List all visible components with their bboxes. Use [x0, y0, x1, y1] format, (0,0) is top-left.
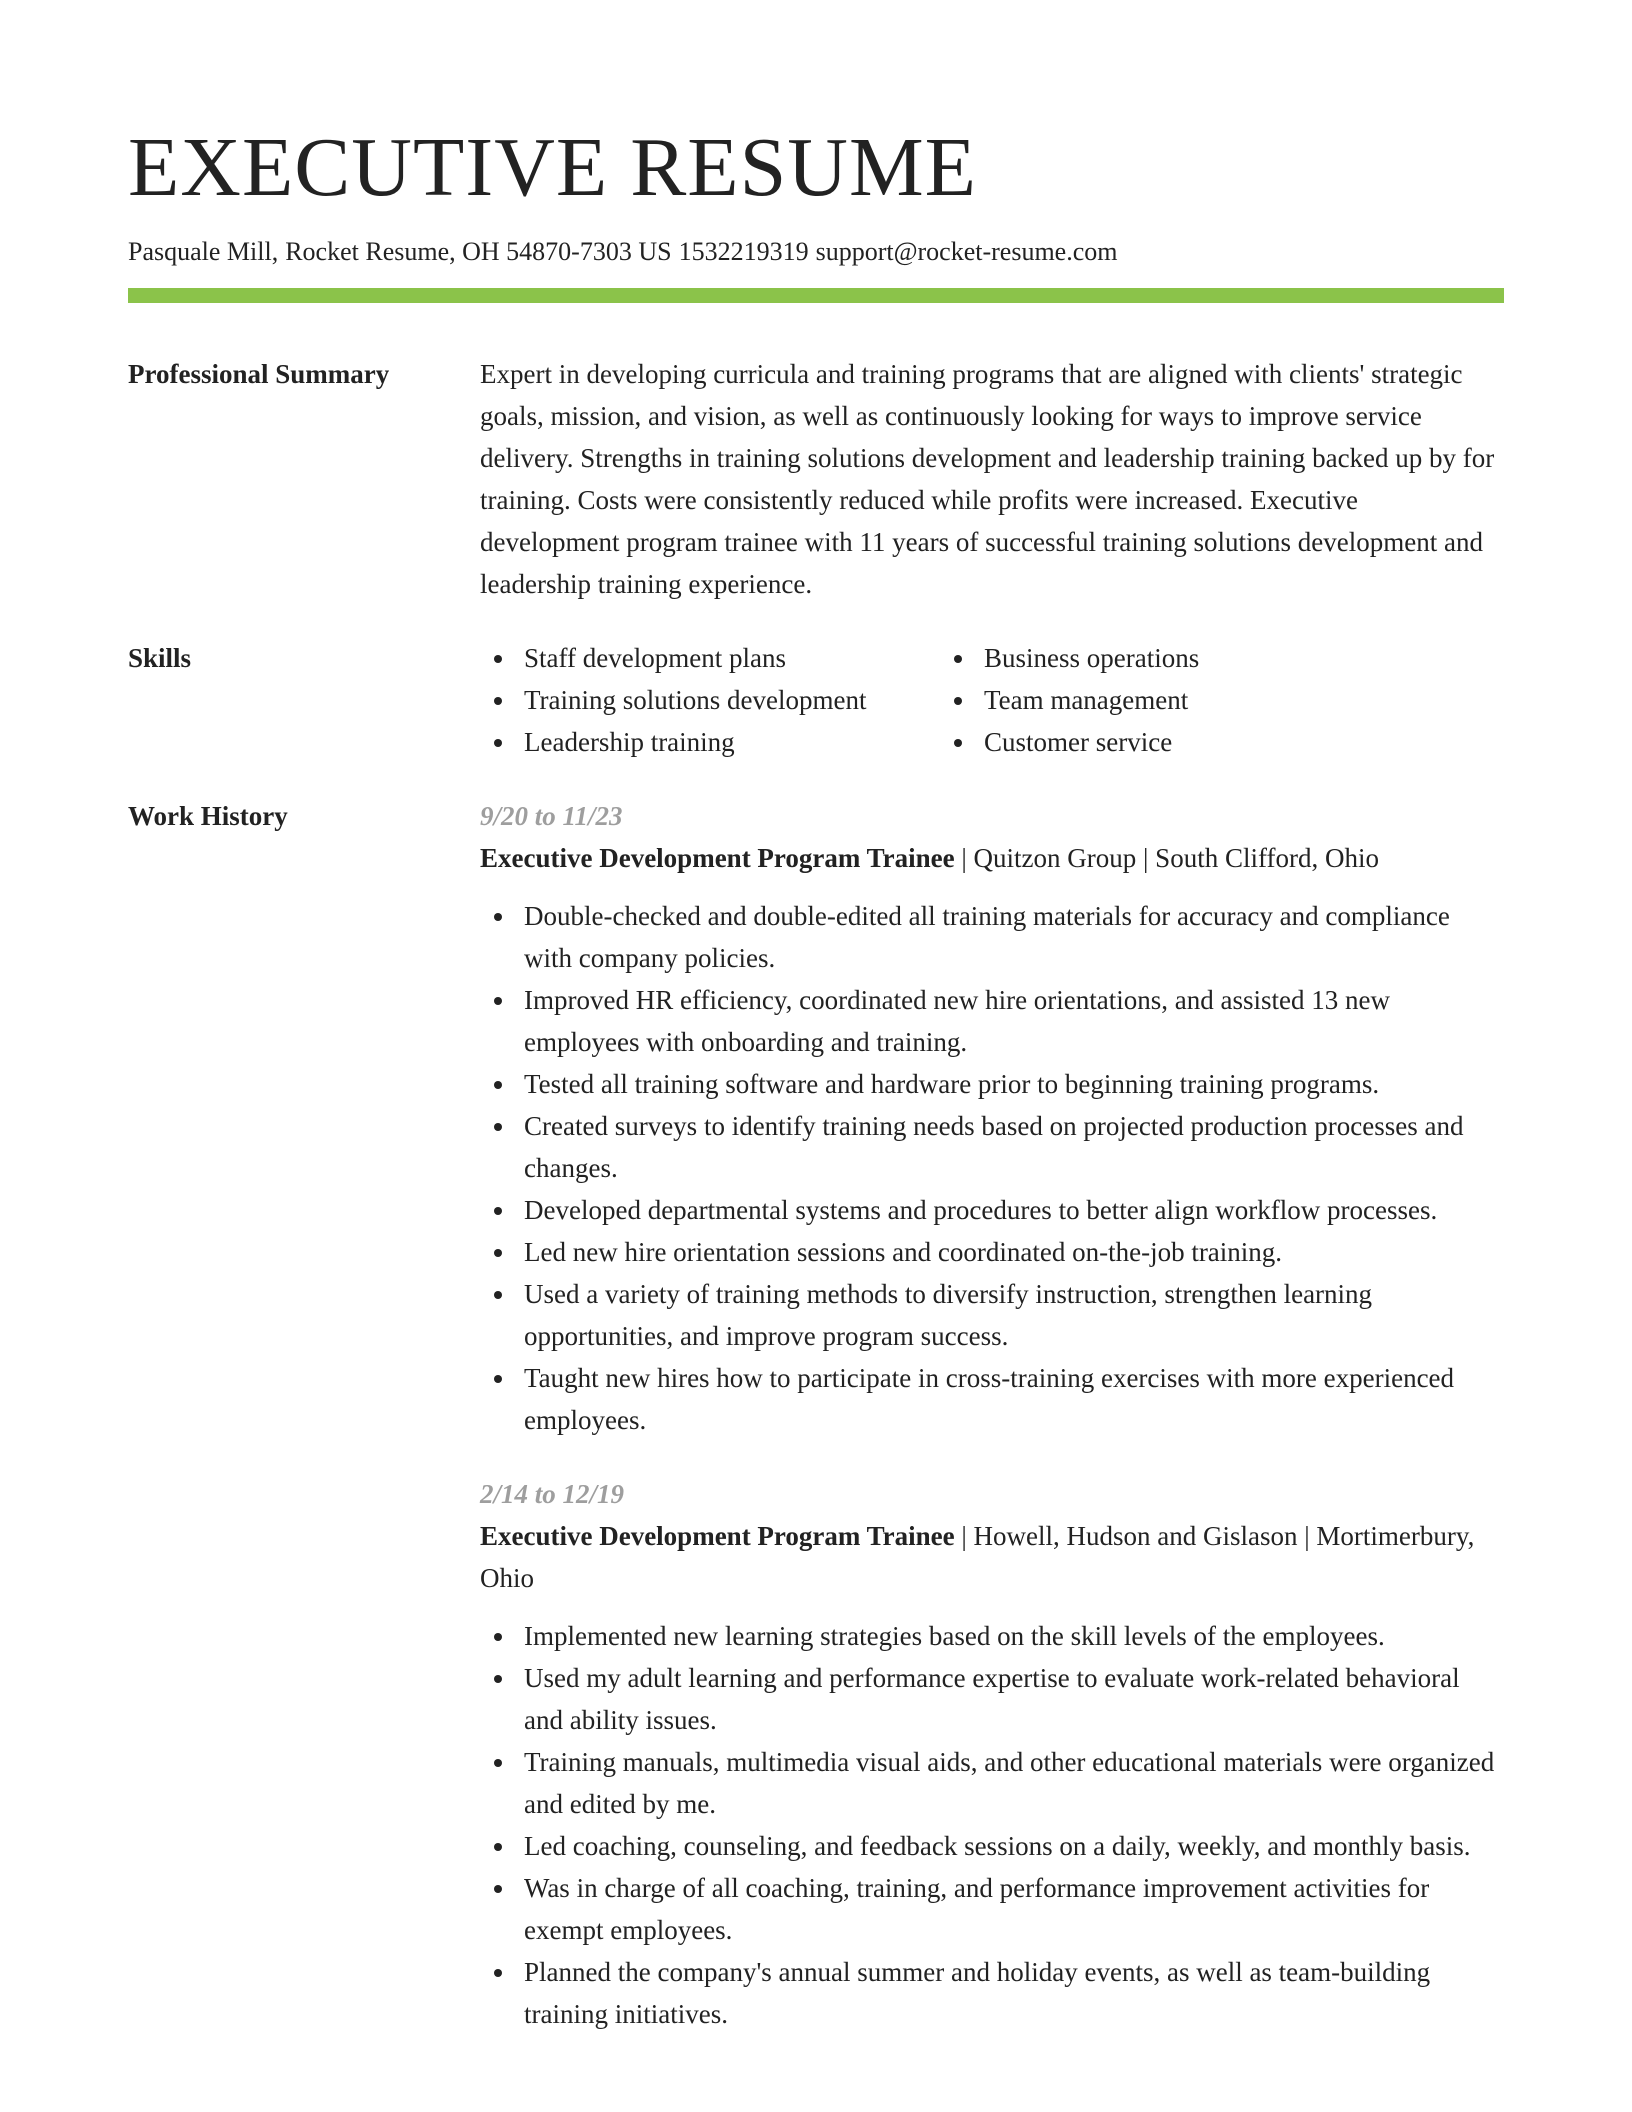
job-bullet: Developed departmental systems and procedures to better align workflow processes.	[524, 1189, 1504, 1231]
job-title: Executive Development Program Trainee	[480, 1521, 955, 1551]
job-bullet: Led coaching, counseling, and feedback sessions on a daily, weekly, and monthly basis.	[524, 1825, 1504, 1867]
contact-email: support@rocket-resume.com	[815, 237, 1118, 266]
skill-item: Staff development plans	[524, 637, 940, 679]
resume-title: EXECUTIVE RESUME	[128, 121, 977, 214]
summary-heading: Professional Summary	[128, 359, 390, 389]
work-history-section	[128, 795, 1504, 2035]
job-bullet: Training manuals, multimedia visual aids, and other educational materials were organized and edited by me.	[524, 1741, 1504, 1825]
job-heading	[480, 1515, 1504, 1599]
job-dates: 9/20 to 11/23	[480, 801, 623, 831]
skills-list-left	[480, 637, 940, 763]
job-details: | Howell, Hudson and Gislason | Mortimerbury, Ohio	[480, 1521, 1475, 1593]
job-bullet: Used a variety of training methods to diversify instruction, strengthen learning opportunities, and improve program success.	[524, 1273, 1504, 1357]
job-bullets	[480, 895, 1504, 1441]
job-bullet: Planned the company's annual summer and holiday events, as well as team-building training initiatives.	[524, 1951, 1504, 2035]
job-bullet: Used my adult learning and performance expertise to evaluate work-related behavioral and ability issues.	[524, 1657, 1504, 1741]
job-heading	[480, 837, 1504, 879]
skill-item: Business operations	[984, 637, 1199, 679]
job-bullet: Was in charge of all coaching, training, and performance improvement activities for exempt employees.	[524, 1867, 1504, 1951]
contact-name: Pasquale Mill,	[128, 237, 279, 266]
resume-page	[128, 120, 1504, 2035]
skills-heading: Skills	[128, 643, 192, 673]
job-bullet: Tested all training software and hardware prior to beginning training programs.	[524, 1063, 1504, 1105]
skills-list-right	[940, 637, 1199, 763]
job-entry	[480, 1473, 1504, 2035]
job-bullet: Led new hire orientation sessions and coordinated on-the-job training.	[524, 1231, 1504, 1273]
skill-item: Customer service	[984, 721, 1199, 763]
contact-address: Rocket Resume, OH 54870-7303 US	[285, 237, 672, 266]
summary-text: Expert in developing curricula and training programs that are aligned with clients' strategic goals, mission, and vision, as well as continuously looking for ways to improve service delivery. Strengths in training solutions development and leadership training backed up by for training. Costs were consistently reduced while profits were increased. Executive development program trainee with 11 years of successful training solutions development and leadership training experience.	[480, 359, 1495, 599]
job-bullet: Implemented new learning strategies based on the skill levels of the employees.	[524, 1615, 1504, 1657]
skill-item: Leadership training	[524, 721, 940, 763]
header-divider	[128, 288, 1504, 303]
job-dates: 2/14 to 12/19	[480, 1479, 625, 1509]
contact-phone: 1532219319	[678, 237, 809, 266]
job-bullet: Taught new hires how to participate in cross-training exercises with more experienced employees.	[524, 1357, 1504, 1441]
skills-section	[128, 637, 1504, 763]
summary-section	[128, 353, 1504, 605]
job-bullet: Double-checked and double-edited all training materials for accuracy and compliance with company policies.	[524, 895, 1504, 979]
job-entry	[480, 795, 1504, 1441]
job-title: Executive Development Program Trainee	[480, 843, 955, 873]
work-history-heading: Work History	[128, 801, 288, 831]
skill-item: Team management	[984, 679, 1199, 721]
job-bullet: Created surveys to identify training needs based on projected production processes and changes.	[524, 1105, 1504, 1189]
job-bullet: Improved HR efficiency, coordinated new hire orientations, and assisted 13 new employees with onboarding and training.	[524, 979, 1504, 1063]
contact-line	[128, 236, 1504, 268]
skill-item: Training solutions development	[524, 679, 940, 721]
job-bullets	[480, 1615, 1504, 2035]
job-details: | Quitzon Group | South Clifford, Ohio	[954, 843, 1379, 873]
